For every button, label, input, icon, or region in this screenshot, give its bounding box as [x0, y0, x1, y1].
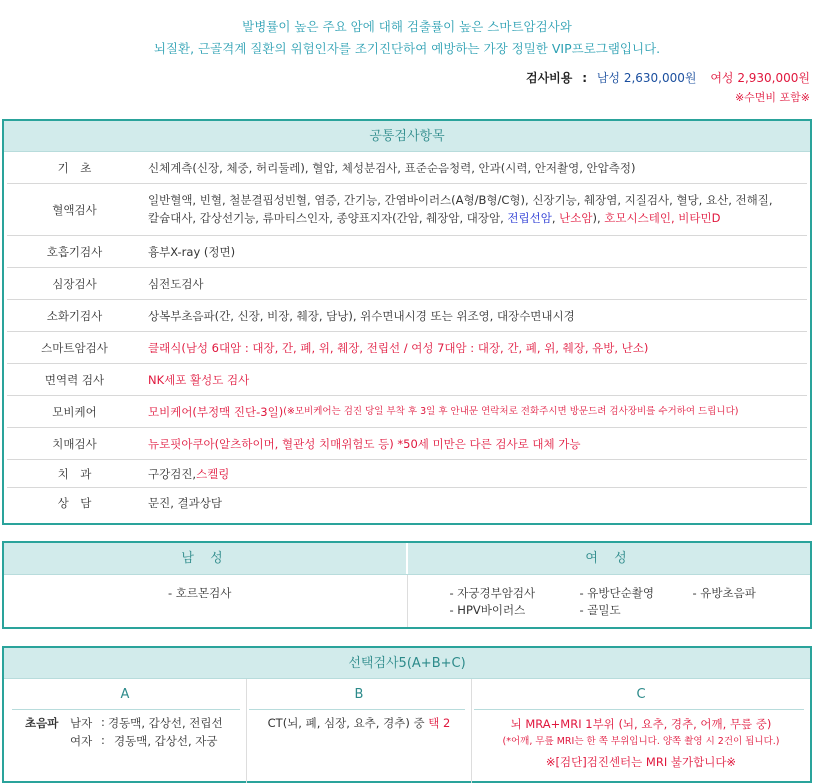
- table-row: [7, 332, 807, 364]
- option-c-line-1: 뇌 MRA+MRI 1부위 (뇌, 요추, 경추, 어깨, 무릎 중): [510, 717, 772, 731]
- highlight-homocysteine: 호모시스테인, 비타민D: [604, 211, 721, 225]
- female-items: [408, 575, 811, 627]
- male-items: [4, 575, 408, 627]
- option-a-category: 초음파: [25, 716, 59, 730]
- price-male: 남성 2,630,000원: [596, 71, 697, 85]
- table-row: [7, 364, 807, 396]
- option-b: [247, 679, 472, 783]
- option-c-line-2: (*어깨, 무릎 MRI는 한 쪽 부위입니다. 양쪽 촬영 시 2건이 됩니다.): [502, 736, 780, 747]
- highlight-prostate: 전립선암: [507, 211, 552, 225]
- optional-tests-table: [2, 646, 812, 783]
- list-item: - 골밀도: [579, 603, 621, 617]
- list-item: - 호르몬검사: [168, 586, 232, 600]
- row-label: 호흡기검사: [46, 244, 103, 259]
- intro-line-1: 발병률이 높은 주요 암에 대해 검출률이 높은 스마트암검사와: [242, 19, 572, 34]
- row-label: 스마트암검사: [41, 340, 108, 355]
- row-content: NK세포 활성도 검사: [148, 372, 250, 387]
- price-info: [526, 68, 810, 108]
- row-content: 클래식(남성 6대암 : 대장, 간, 폐, 위, 췌장, 전립선 / 여성 7대암 : 대장, 간, 폐, 위, 췌장, 유방, 난소): [148, 340, 649, 355]
- row-label: 기 초: [57, 160, 92, 175]
- list-item: - 유방단순촬영: [579, 586, 654, 600]
- table-row: [7, 236, 807, 268]
- option-b-choice: 택 2: [428, 716, 451, 730]
- option-a-female-sep: :: [101, 733, 105, 747]
- option-a-female-items: 경동맥, 갑상선, 자궁: [114, 734, 218, 748]
- option-a-female-label: 여자: [70, 734, 93, 748]
- row-content: 상복부초음파(간, 신장, 비장, 췌장, 담낭), 위수면내시경 또는 위조영, 대장수면내시경: [148, 308, 575, 323]
- option-a-male-items: 경동맥, 갑상선, 전립선: [108, 716, 223, 730]
- table-row: [7, 460, 807, 488]
- table-row: [7, 152, 807, 184]
- row-content: 구강검진,: [148, 466, 197, 481]
- option-c-line-3: ※[검단]검진센터는 MRI 불가합니다※: [545, 755, 737, 769]
- price-label: 검사비용: [525, 71, 573, 85]
- option-a-male-label: 남자: [70, 716, 93, 730]
- intro-text: [0, 16, 814, 60]
- row-content-sep: ,: [551, 211, 560, 225]
- option-b-text: CT(뇌, 폐, 심장, 요추, 경추) 중: [267, 716, 429, 730]
- list-item: - HPV바이러스: [449, 603, 526, 617]
- option-a-male-sep: :: [101, 715, 105, 729]
- option-c: [472, 679, 810, 783]
- list-item: - 유방초음파: [692, 586, 756, 600]
- row-content: 신체계측(신장, 체중, 허리둘레), 혈압, 체성분검사, 표준순음청력, 안과(시력, 안저촬영, 안압측정): [148, 160, 636, 175]
- price-female: 여성 2,930,000원: [710, 71, 810, 85]
- gender-tests-table: [2, 541, 812, 629]
- table-row: [7, 268, 807, 300]
- highlight-scaling: 스켈링: [196, 466, 230, 481]
- table-row: [7, 184, 807, 236]
- row-label: 치매검사: [52, 436, 97, 451]
- row-label: 면역력 검사: [44, 372, 105, 387]
- row-content-sep: ),: [592, 211, 605, 225]
- row-content-line-2: 칼슘대사, 갑상선기능, 류마티스인자, 종양표지자(간암, 췌장암, 대장암,: [148, 211, 508, 225]
- table-row: [7, 488, 807, 518]
- option-a: [4, 679, 247, 783]
- price-note: ※수면비 포함※: [734, 91, 810, 104]
- option-b-header: B: [354, 687, 364, 702]
- option-a-header: A: [120, 687, 130, 702]
- female-title: 여 성: [408, 543, 810, 574]
- row-label: 치 과: [57, 466, 92, 481]
- row-content-note: (※모비케어는 검진 당일 부착 후 3일 후 안내문 연락처로 전화주시면 방문드려 검사장비를 수거하여 드립니다): [283, 405, 739, 417]
- price-separator: :: [582, 71, 587, 85]
- common-tests-table: [2, 119, 812, 525]
- row-label: 소화기검사: [46, 308, 103, 323]
- option-c-header: C: [636, 687, 646, 702]
- male-title: 남 성: [4, 543, 408, 574]
- row-label: 모비케어: [52, 404, 97, 419]
- optional-tests-title: 선택검사5(A+B+C): [4, 648, 810, 679]
- row-label: 심장검사: [52, 276, 97, 291]
- row-content: 흉부X-ray (정면): [148, 244, 236, 259]
- row-content: 문진, 결과상담: [148, 496, 222, 510]
- common-tests-title: 공통검사항목: [4, 121, 810, 152]
- intro-line-2: 뇌질환, 근골격계 질환의 위험인자를 조기진단하여 예방하는 가장 정밀한 VIP프로그램입니다.: [153, 41, 661, 56]
- table-row: [7, 396, 807, 428]
- row-label: 혈액검사: [52, 202, 97, 217]
- row-content-line-1: 일반혈액, 빈혈, 철분결핍성빈혈, 염증, 간기능, 간염바이러스(A형/B형/C형), 신장기능, 췌장염, 지질검사, 혈당, 요산, 전해질,: [148, 193, 773, 207]
- highlight-ovarian: 난소암: [559, 211, 593, 225]
- row-content: 심전도검사: [148, 276, 204, 291]
- table-row: [7, 300, 807, 332]
- table-row: [7, 428, 807, 460]
- list-item: - 자궁경부암검사: [449, 586, 536, 600]
- row-content: 모비케어(부정맥 진단-3일): [148, 404, 284, 419]
- row-label: 상 담: [57, 496, 92, 510]
- row-content: 뉴로핏아쿠아(알츠하이머, 혈관성 치매위험도 등) *50세 미만은 다른 검사로 대체 가능: [148, 436, 581, 451]
